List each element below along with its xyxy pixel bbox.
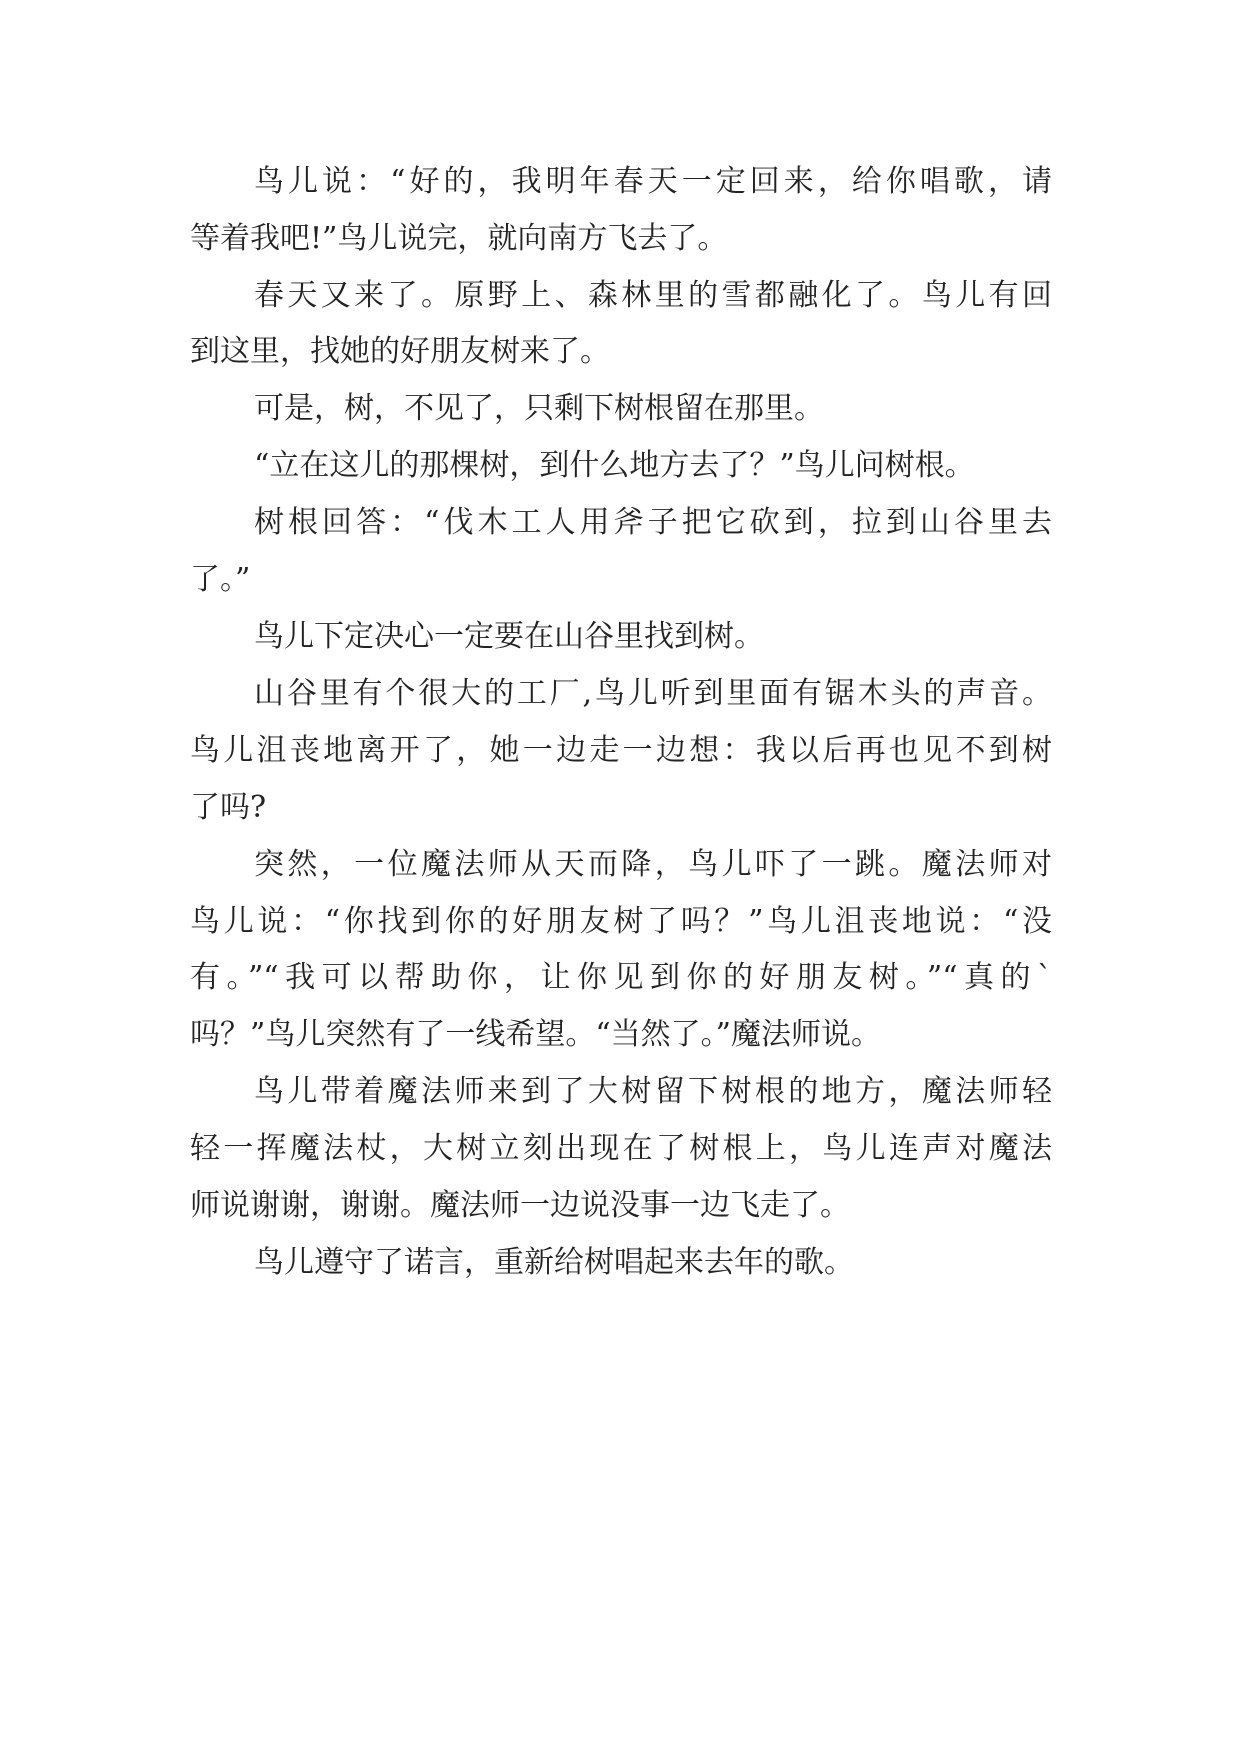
- paragraph-2-line-2: 到这里，找她的好朋友树来了。: [190, 334, 610, 369]
- paragraph-8-line-1: 突然，一位魔法师从天而降，鸟儿吓了一跳。魔法师对: [254, 847, 1052, 882]
- paragraph-1-line-2: 等着我吧!”鸟儿说完，就向南方飞去了。: [190, 221, 728, 256]
- paragraph-7-line-2: 鸟儿沮丧地离开了，她一边走一边想：我以后再也见不到树: [190, 733, 1052, 768]
- paragraph-8-line-4: 吗？”鸟儿突然有了一线希望。“当然了。”魔法师说。: [190, 1017, 882, 1052]
- paragraph-7-line-1: 山谷里有个很大的工厂,鸟儿听到里面有锯木头的声音。: [254, 676, 1052, 711]
- paragraph-6-line-1: 鸟儿下定决心一定要在山谷里找到树。: [254, 619, 764, 654]
- paragraph-5-line-1: 树根回答：“伐木工人用斧子把它砍到，拉到山谷里去: [254, 505, 1052, 540]
- paragraph-8-line-2: 鸟儿说：“你找到你的好朋友树了吗？”鸟儿沮丧地说：“没: [190, 904, 1052, 939]
- paragraph-5-line-2: 了。”: [190, 562, 251, 597]
- paragraph-7-line-3: 了吗?: [190, 790, 267, 825]
- paragraph-3-line-1: 可是，树，不见了，只剩下树根留在那里。: [254, 391, 824, 426]
- paragraph-9-line-3: 师说谢谢，谢谢。魔法师一边说没事一边飞走了。: [190, 1188, 850, 1223]
- paragraph-9-line-2: 轻一挥魔法杖，大树立刻出现在了树根上，鸟儿连声对魔法: [190, 1131, 1052, 1166]
- paragraph-4-line-1: “立在这儿的那棵树，到什么地方去了？”鸟儿问树根。: [254, 448, 975, 483]
- paragraph-10-line-1: 鸟儿遵守了诺言，重新给树唱起来去年的歌。: [254, 1245, 854, 1280]
- paragraph-1-line-1: 鸟儿说：“好的，我明年春天一定回来，给你唱歌，请: [254, 164, 1052, 199]
- paragraph-8-line-3: 有。”“我可以帮助你，让你见到你的好朋友树。”“真的`: [190, 960, 1052, 995]
- paragraph-9-line-1: 鸟儿带着魔法师来到了大树留下树根的地方，魔法师轻: [254, 1074, 1052, 1109]
- paragraph-2-line-1: 春天又来了。原野上、森林里的雪都融化了。鸟儿有回: [254, 278, 1052, 313]
